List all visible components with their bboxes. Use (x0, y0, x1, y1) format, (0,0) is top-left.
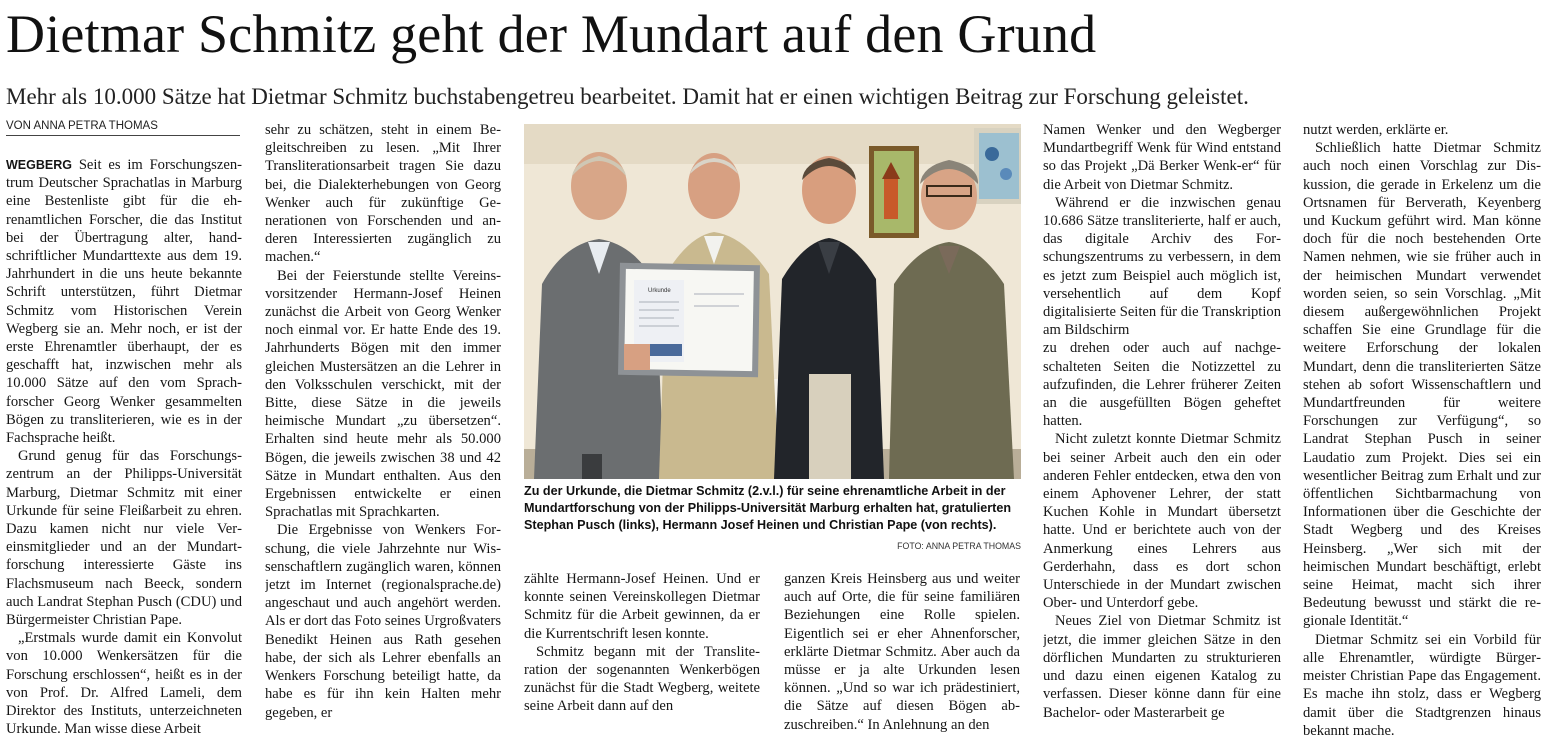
article-column-4 (784, 570, 1020, 746)
photo-credit: FOTO: ANNA PETRA THOMAS (897, 541, 1021, 551)
article-column-1 (6, 156, 242, 746)
paragraph: sehr zu schätzen, steht in einem Begleitschreiben zu lesen. „Mit Ihrer Transliterationsarbeit tragen Sie dazu bei, die Dialekterhebungen von Georg Wenker auch für zukünftige Generationen von Forschenden und anderen Interessierten zugänglich zu machen.“ (265, 122, 501, 266)
paragraph: Die Ergebnisse von Wenkers Forschung, die viele Jahrzehnte nur Wissenschaftlern zugänglich waren, können jetzt im Internet (regionalsprache.de) angeschaut und auch angehört werden. Als er dort das Foto seines Urgroßvaters Benedikt Heinen aus Rath gesehen habe, der sich als Lehrer ebenfalls an Wenkers Forschung beteiligt hatte, da habe es für ihn kein Halten mehr gegeben, er (265, 522, 501, 721)
article-column-5 (1043, 121, 1281, 746)
paragraph (6, 156, 242, 447)
dateline: WEGBERG (6, 158, 72, 172)
article-photo (524, 124, 1021, 479)
paragraph: „Erstmals wurde damit ein Konvolut von 10.000 Wenkersätzen für die Forschung erschlossen“, heißt es in der von Prof. Dr. Alfred Lameli, dem Direktor des Instituts, unterzeichneten Urkunde. Man wisse diese Arbeit (6, 630, 242, 738)
byline: VON ANNA PETRA THOMAS (6, 120, 240, 136)
paragraph: zählte Hermann-Josef Heinen. Und er konnte seinen Vereinskollegen Dietmar Schmitz für die Arbeit gewinnen, da er die Kurrentschrift lesen konnte. (524, 571, 760, 642)
paragraph: ganzen Kreis Heinsberg aus und weiter auch auf Orte, die für seine familiären Beziehungen eine Rolle spielen. Eigentlich sei er eher Ahnenforscher, erklärte Dietmar Schmitz. Aber auch da müsse er ja alte Urkunden lesen können. „Und so war ich prädestiniert, die Sätze auf diesen Bögen abzuschreiben.“ In Anlehnung an den (784, 571, 1020, 733)
paragraph: zu drehen oder auch auf nachgeschalteten Seiten die Notizzettel zu aufzufinden, die Lehrer früherer Zeiten an die ausgefüllten Bögen geheftet hatten. (1043, 340, 1281, 430)
certificate-title: Urkunde (648, 288, 671, 294)
paragraph: Namen Wenker und den Wegberger Mundartbegriff Wenk für Wind entstand so das Projekt „Dä Berker Wenk-er“ für die Arbeit von Dietmar Schmitz. (1043, 122, 1281, 193)
paragraph-text: Seit es im Forschungszentrum Deutscher Sprachatlas in Marburg eine Bestenliste gibt für die ehrenamtlichen Forscher, die das Institut bei der Übertragung alter, handschriftlicher Mundarttexte aus dem 19. Jahrhundert in die uns heute bekannte Schrift unterstützen, führt Dietmar Schmitz vom Historischen Verein Wegberg sie an. Mehr noch, er ist der erste Ehrenamtler überhaupt, der es geschafft hat, inzwischen mehr als 10.000 Sätze auf den vom Sprachforscher Georg Wenker gesammelten Bögen zu transliterieren, wie es in der Fachsprache heißt. (6, 157, 242, 447)
subheadline: Mehr als 10.000 Sätze hat Dietmar Schmitz buchstabengetreu bearbeitet. Damit hat er einen wichtigen Beitrag zur Forschung geleistet. (6, 84, 1249, 109)
paragraph: Schließlich hatte Dietmar Schmitz auch noch einen Vorschlag zur Diskussion, die gerade in Erkelenz um die Ortsnamen für Berverath, Keyenberg und Kuckum geführt wird. Man könne doch für die noch bestehenden Orte Namen nehmen, wie sie früher auch in der heimischen Mundart verwendet worden seien, so sein Vorschlag. „Mit diesem außergewöhnlichen Projekt schaffen Sie eine Grundlage für die weitere Erforschung der lokalen Mundart, denn die transliterierten Sätze stehen ab sofort Wissenschaftlern und Mundartfreunden für weitere Forschungen zur Verfügung“, so Landrat Stephan Pusch in seiner Laudatio zum Projekt. Dies sei ein wesentlicher Beitrag zum Erhalt und zur öffentlichen Sichtbarmachung von Informationen über die Geschichte der Stadt Wegberg und des Kreises Heinsberg. „Wer sich mit der heimischen Mundart beschäftigt, erlebt seine Heimat, macht sich ihrer Bedeutung bewusst und stärkt die regionale Identität.“ (1303, 140, 1541, 630)
article-column-3 (524, 570, 760, 746)
certificate-frame (618, 263, 760, 377)
paragraph: Grund genug für das Forschungszentrum an der Philipps-Universität Marburg, Dietmar Schmitz mit einer Urkunde für seine Fleißarbeit zu ehren. Dazu kamen nicht nur viele Vereinsmitglieder und an der Mundartforschung interessierte Gäste ins Flachsmuseum nach Beeck, sondern auch Landrat Stephan Pusch (CDU) und Bürgermeister Christian Pape. (6, 448, 242, 629)
paragraph: Schmitz begann mit der Transliteration der sogenannten Wenkerbögen zunächst für die Stadt Wegberg, weitete seine Arbeit dann auf den (524, 643, 760, 715)
paragraph: Während er die inzwischen genau 10.686 Sätze transliterierte, half er auch, das digitale Archiv des Forschungszentrums zu verbessern, in dem es jetzt zum Beispiel auch möglich ist, versehentlich auf dem Kopf digitalisierte Seiten für die Transkription am Bildschirm (1043, 194, 1281, 339)
paragraph: Neues Ziel von Dietmar Schmitz ist jetzt, die immer gleichen Sätze in den dörflichen Mundarten zu strukturieren und dazu einen eigenen Katalog zu verfassen. Dieser könne dann für eine Bachelor- oder Masterarbeit ge (1043, 613, 1281, 721)
article-column-2 (265, 121, 501, 746)
paragraph: Nicht zuletzt konnte Dietmar Schmitz bei seiner Arbeit auch den ein oder anderen Fehler entdecken, etwa den von einem Aphovener Lehrer, der statt Kuchen Kohle in Mundart übersetzt hatte. Und er berichtete auch von der Anmerkung eines Lehrers aus Gerderhahn, dass es dort schon Unterschiede in der Mundart zwischen Ober- und Unterdorf gebe. (1043, 431, 1281, 612)
paragraph: Bei der Feierstunde stellte Vereinsvorsitzender Hermann-Josef Heinen zunächst die Arbeit von Georg Wenker noch einmal vor. Er hatte Ende des 19. Jahrhunderts Bögen mit den immer gleichen Mustersätzen an die Lehrer in den Volksschulen verschickt, mit der Bitte, diese Sätze in die jeweils heimische Mundart „zu übersetzen“. Erhalten sind heute mehr als 50.000 Bögen, die jeweils zwischen 38 und 42 Sätze in Mundart enthalten. Aus den Ergebnissen entwickelte er einen Sprachatlas mit Sprachkarten. (265, 267, 501, 521)
headline: Dietmar Schmitz geht der Mundart auf den Grund (6, 4, 1097, 64)
paragraph: Dietmar Schmitz sei ein Vorbild für alle Ehrenamtler, würdigte Bürgermeister Christian Pape das Engagement. Es mache ihn stolz, dass er Wegberg damit über die Stadtgrenzen hinaus bekannt mache. (1303, 631, 1541, 739)
article-column-6 (1303, 121, 1541, 746)
photo-illustration (524, 124, 1021, 479)
paragraph: nutzt werden, erklärte er. (1303, 122, 1449, 138)
photo-caption: Zu der Urkunde, die Dietmar Schmitz (2.v.l.) für seine ehrenamtliche Arbeit in der Mundartforschung von der Philipps-Universität Marburg erhalten hat, gratulierten Stephan Pusch (links), Hermann Josef Heinen und Christian Pape (von rechts). (524, 484, 1012, 532)
